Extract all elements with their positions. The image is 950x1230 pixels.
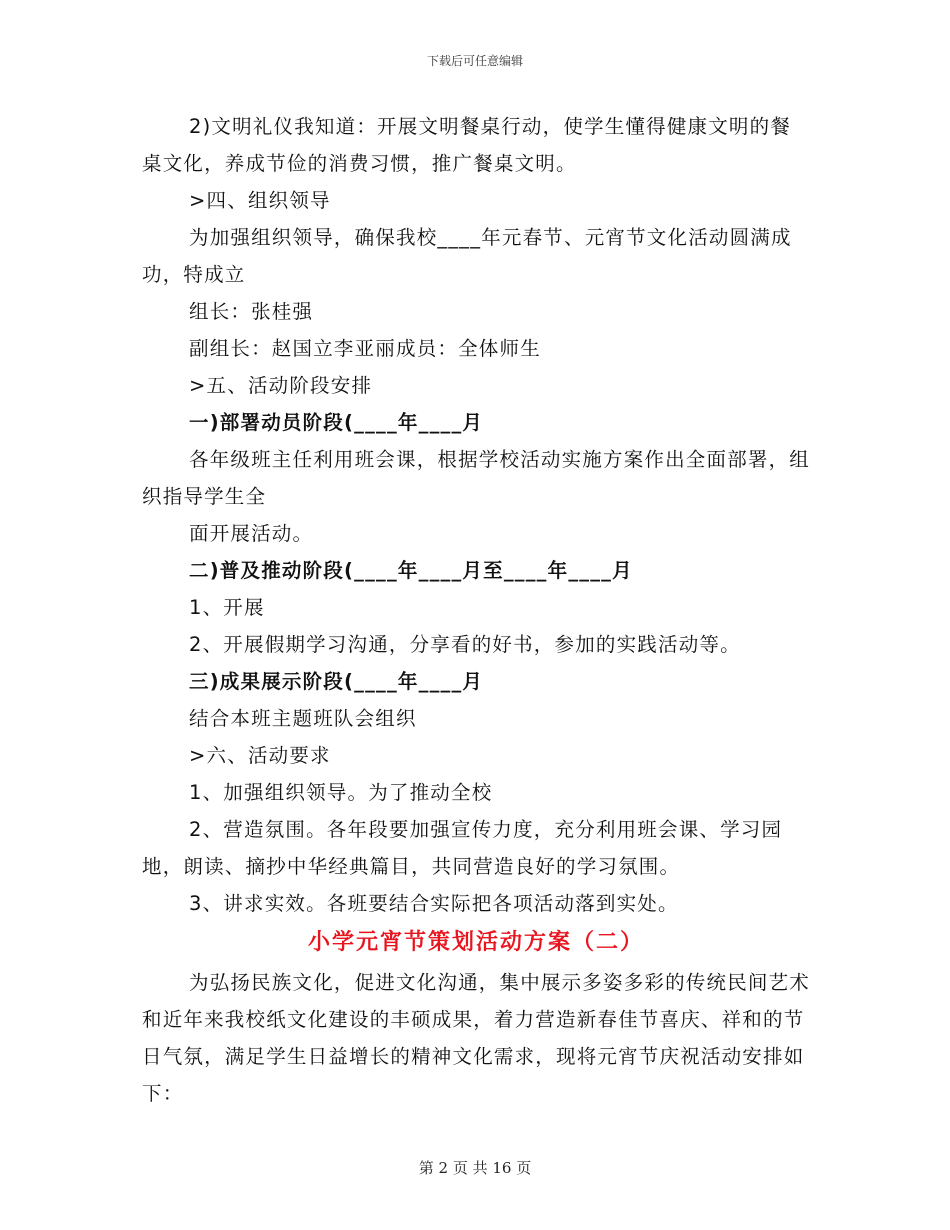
stage-two-item-1: 1、开展	[189, 596, 265, 619]
stage-two-item-2: 2、开展假期学习沟通，分享看的好书，参加的实践活动等。	[189, 633, 741, 656]
stage-three-heading: 三)成果展示阶段(____年____月	[189, 670, 484, 693]
stage-one-heading: 一)部署动员阶段(____年____月	[189, 411, 484, 434]
page-footer: 第 2 页 共 16 页	[418, 1159, 532, 1177]
page-header: 下载后可任意编辑	[426, 54, 523, 68]
section-title: 小学元宵节策划活动方案（二）	[307, 930, 644, 955]
team-leader: 组长：张桂强	[189, 300, 314, 323]
requirement-1: 1、加强组织领导。为了推动全校	[189, 781, 493, 804]
heading-requirements: >六、活动要求	[189, 744, 331, 767]
heading-organization: >四、组织领导	[189, 189, 331, 212]
intro-paragraph: 为弘扬民族文化，促进文化沟通，集中展示多姿多彩的传统民间艺术和近年来我校纸文化建设的丰硕成果，着力营造新春佳节喜庆、祥和的节日气氛，满足学生日益增长的精神文化需求，现将元宵节庆祝活动安排如下：	[142, 971, 811, 1105]
stage-one-text: 各年级班主任利用班会课，根据学校活动实施方案作出全面部署，组织指导学生全	[142, 448, 811, 508]
deputy-leader: 副组长：赵国立李亚丽成员：全体师生	[189, 337, 541, 360]
stage-one-text-cont: 面开展活动。	[189, 522, 314, 545]
paragraph-civility: 2)文明礼仪我知道：开展文明餐桌行动，使学生懂得健康文明的餐桌文化，养成节俭的消费习惯，推广餐桌文明。	[142, 115, 792, 175]
requirement-3: 3、讲求实效。各班要结合实际把各项活动落到实处。	[189, 892, 679, 915]
heading-stages: >五、活动阶段安排	[189, 374, 373, 397]
stage-two-heading: 二)普及推动阶段(____年____月至____年____月	[189, 559, 633, 582]
paragraph-organization: 为加强组织领导，确保我校____年元春节、元宵节文化活动圆满成功，特成立	[142, 226, 792, 286]
stage-three-text: 结合本班主题班队会组织	[189, 707, 417, 730]
requirement-2: 2、营造氛围。各年段要加强宣传力度，充分利用班会课、学习园地，朗读、摘抄中华经典篇目，共同营造良好的学习氛围。	[142, 818, 783, 878]
document-body	[142, 108, 810, 1112]
